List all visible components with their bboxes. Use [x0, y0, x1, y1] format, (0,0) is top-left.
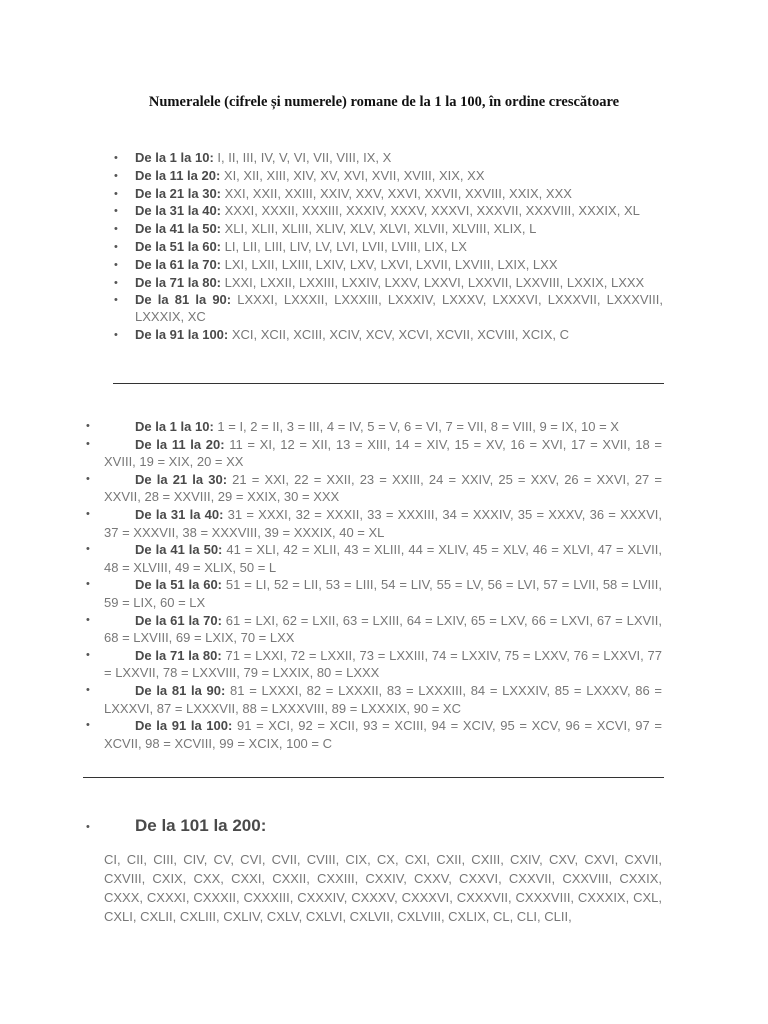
range-values: 91 = XCI, 92 = XCII, 93 = XCIII, 94 = XCIV, 95 = XCV, 96 = XCVI, 97 = XCVII, 98 = XCVIII, 99 = XCIX, 100 = C	[104, 718, 662, 751]
list-item	[135, 292, 663, 325]
range-label: De la 71 la 80:	[135, 274, 221, 290]
list-item	[135, 275, 663, 292]
roman-list	[135, 150, 663, 344]
range-values: 51 = LI, 52 = LII, 53 = LIII, 54 = LIV, 55 = LV, 56 = LVI, 57 = LVII, 58 = LVIII, 59 = LIX, 60 = LX	[104, 577, 662, 610]
list-item	[104, 717, 662, 752]
range-values: XXI, XXII, XXIII, XXIV, XXV, XXVI, XXVII, XXVIII, XXIX, XXX	[221, 185, 572, 201]
range-values: LXI, LXII, LXIII, LXIV, LXV, LXVI, LXVII, LXVIII, LXIX, LXX	[221, 256, 558, 272]
range-label: De la 21 la 30:	[135, 185, 221, 201]
list-item	[135, 168, 663, 185]
range-label: De la 61 la 70:	[135, 612, 222, 628]
range-label: De la 1 la 10:	[135, 150, 214, 165]
list-item	[135, 150, 663, 167]
range-values: XXXI, XXXII, XXXIII, XXXIV, XXXV, XXXVI, XXXVII, XXXVIII, XXXIX, XL	[221, 203, 640, 219]
page-title: Numeralele (cifrele și numerele) romane de la 1 la 100, în ordine crescătoare	[148, 94, 620, 110]
section-body: CI, CII, CIII, CIV, CV, CVI, CVII, CVIII, CIX, CX, CXI, CXII, CXIII, CXIV, CXV, CXVI, CXVII, CXVIII, CXIX, CXX, CXXI, CXXII, CXXIII, CXXIV, CXXV, CXXVI, CXXVII, CXXVIII, CXXIX, CXXX, CXXXI, CXXXII, CXXXIII, CXXXIV, CXXXV, CXXXVI, CXXXVII, CXXXVIII, CXXXIX, CXL, CXLI, CXLII, CXLIII, CXLIV, CXLV, CXLVI, CXLVII, CXLVIII, CXLIX, CL, CLI, CLII,	[104, 852, 662, 924]
range-values: 61 = LXI, 62 = LXII, 63 = LXIII, 64 = LXIV, 65 = LXV, 66 = LXVI, 67 = LXVII, 68 = LXVIII, 69 = LXIX, 70 = LXX	[104, 612, 663, 646]
range-values: 21 = XXI, 22 = XXII, 23 = XXIII, 24 = XXIV, 25 = XXV, 26 = XXVI, 27 = XXVII, 28 = XXVIII, 29 = XXIX, 30 = XXX	[104, 471, 663, 505]
list-item	[135, 327, 663, 344]
range-values: 41 = XLI, 42 = XLII, 43 = XLIII, 44 = XLIV, 45 = XLV, 46 = XLVI, 47 = XLVII, 48 = XLVIII, 49 = XLIX, 50 = L	[104, 542, 662, 575]
list-item	[104, 436, 662, 471]
range-label: De la 1 la 10:	[135, 419, 214, 434]
range-values: 1 = I, 2 = II, 3 = III, 4 = IV, 5 = V, 6 = VI, 7 = VII, 8 = VIII, 9 = IX, 10 = X	[213, 419, 619, 434]
list-item	[135, 186, 663, 203]
numeral-equivalence-list	[104, 418, 662, 752]
range-label: De la 91 la 100:	[135, 326, 229, 342]
list-item	[104, 612, 662, 647]
range-label: De la 81 la 90:	[135, 682, 226, 698]
list-item	[104, 541, 662, 576]
section-divider	[83, 777, 664, 778]
list-item	[104, 647, 662, 682]
range-values: LXXI, LXXII, LXXIII, LXXIV, LXXV, LXXVI, LXXVII, LXXVIII, LXXIX, LXXX	[221, 274, 645, 290]
range-values: 11 = XI, 12 = XII, 13 = XIII, 14 = XIV, 15 = XV, 16 = XVI, 17 = XVII, 18 = XVIII, 19 = XIX, 20 = XX	[104, 436, 663, 470]
range-values: LXXXI, LXXXII, LXXXIII, LXXXIV, LXXXV, LXXXVI, LXXXVII, LXXXVIII, LXXXIX, XC	[135, 292, 664, 324]
range-label: De la 41 la 50:	[135, 542, 223, 558]
range-values: 71 = LXXI, 72 = LXXII, 73 = LXXIII, 74 = LXXIV, 75 = LXXV, 76 = LXXVI, 77 = LXXVII, 78 = LXXVIII, 79 = LXXIX, 80 = LXXX	[104, 647, 662, 681]
list-item	[104, 418, 662, 436]
range-values: 31 = XXXI, 32 = XXXII, 33 = XXXIII, 34 = XXXIV, 35 = XXXV, 36 = XXXVI, 37 = XXXVII, 38 = XXXVIII, 39 = XXXIX, 40 = XL	[104, 506, 662, 540]
list-item	[135, 239, 663, 256]
range-label: De la 11 la 20:	[135, 167, 221, 183]
range-label: De la 81 la 90:	[135, 292, 232, 308]
range-values: XLI, XLII, XLIII, XLIV, XLV, XLVI, XLVII, XLVIII, XLIX, L	[221, 221, 537, 237]
range-values: I, II, III, IV, V, VI, VII, VIII, IX, X	[213, 150, 392, 165]
range-values: LI, LII, LIII, LIV, LV, LVI, LVII, LVIII, LIX, LX	[221, 238, 467, 254]
range-label: De la 71 la 80:	[135, 647, 222, 663]
section-heading: De la 101 la 200:	[135, 816, 267, 835]
range-values: XCI, XCII, XCIII, XCIV, XCV, XCVI, XCVII, XCVIII, XCIX, C	[228, 326, 569, 342]
range-label: De la 61 la 70:	[135, 256, 221, 272]
list-item	[104, 576, 662, 611]
list-item	[104, 506, 662, 541]
range-label: De la 51 la 60:	[135, 577, 223, 593]
list-item	[135, 221, 663, 238]
range-label: De la 31 la 40:	[135, 203, 221, 219]
list-item	[135, 257, 663, 274]
range-label: De la 91 la 100:	[135, 718, 233, 734]
range-label: De la 21 la 30:	[135, 471, 228, 487]
range-label: De la 41 la 50:	[135, 221, 221, 237]
range-values: 81 = LXXXI, 82 = LXXXII, 83 = LXXXIII, 84 = LXXXIV, 85 = LXXXV, 86 = LXXXVI, 87 = LXXXVII, 88 = LXXXVIII, 89 = LXXXIX, 90 = XC	[104, 682, 662, 716]
list-item	[104, 682, 662, 717]
bullet-icon: •	[86, 821, 90, 833]
range-values: XI, XII, XIII, XIV, XV, XVI, XVII, XVIII, XIX, XX	[220, 167, 485, 183]
range-label: De la 31 la 40:	[135, 506, 224, 522]
list-item	[104, 471, 662, 506]
list-item	[135, 203, 663, 220]
section-divider	[113, 383, 664, 384]
range-label: De la 51 la 60:	[135, 238, 221, 254]
range-label: De la 11 la 20:	[135, 436, 225, 452]
